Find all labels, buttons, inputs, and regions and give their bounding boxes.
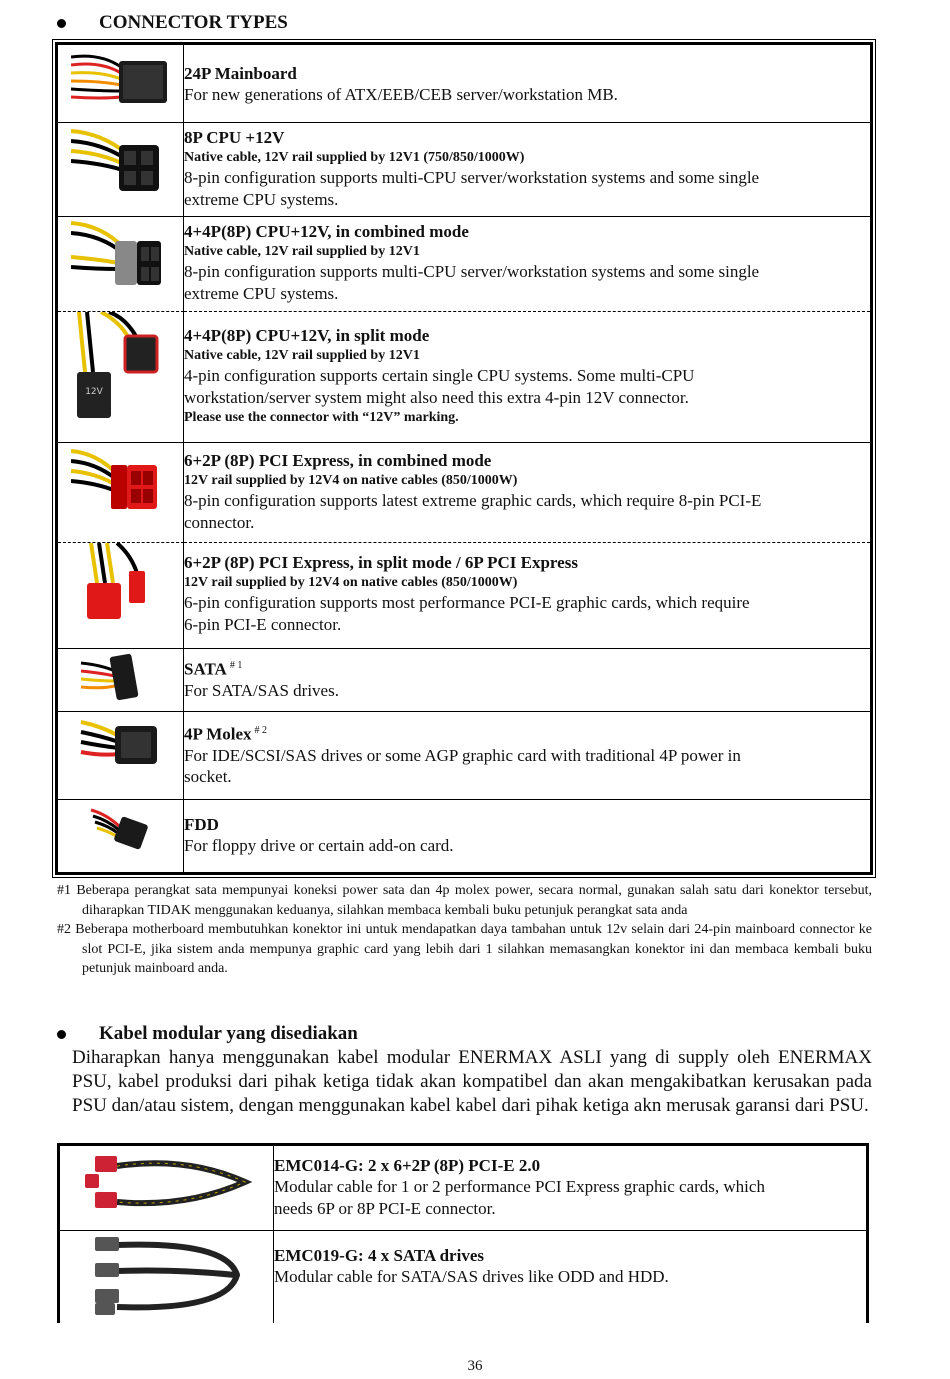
connector-description [184,649,870,712]
cable-image-cell [60,1146,274,1231]
table-row [58,800,870,872]
bullet-icon [57,19,66,28]
pcie-combined-connector-image [71,443,171,521]
connector-types-table [55,42,873,875]
emc019-cable-image [77,1231,257,1317]
connector-line: For SATA/SAS drives. [184,680,339,700]
connector-description [184,800,870,872]
connector-description [184,543,870,649]
4-4p-combined-connector-image [71,217,171,301]
sata-connector-image [71,649,171,703]
cable-line: needs 6P or 8P PCI-E connector. [274,1198,496,1218]
connector-title: SATA [184,659,227,679]
connector-subtitle: Native cable, 12V rail supplied by 12V1 (750/850/1000W) [184,150,525,165]
connector-title: 4P Molex [184,724,252,744]
connector-subtitle: Native cable, 12V rail supplied by 12V1 [184,244,420,259]
connector-line: 6-pin configuration supports most performance PCI-E graphic cards, which require [184,593,750,612]
connector-subtitle: 12V rail supplied by 12V4 on native cables (850/1000W) [184,473,518,488]
connector-line: extreme CPU systems. [184,189,339,209]
connector-description [184,123,870,217]
connector-line: extreme CPU systems. [184,283,339,303]
footnotes [57,881,872,979]
connector-subtitle: 12V rail supplied by 12V4 on native cables (850/1000W) [184,575,518,590]
table-row [58,543,870,649]
footnote-2: #2 Beberapa motherboard membutuhkan konektor ini untuk mendapatkan daya tambahan untuk 12v selain dari 24-pin mainboard connector ke slot PCI-E, jika sistem anda mempunya graphic card yang lebih dari 1 silahkan memasangkan konektor ini dan membaca kembali buku petunjuk mainboard anda. [57,922,872,976]
emc014-cable-image [77,1146,257,1218]
section-title: CONNECTOR TYPES [99,12,288,33]
24p-connector-image [71,45,171,115]
section-paragraph: Diharapkan hanya menggunakan kabel modular ENERMAX ASLI yang di supply oleh ENERMAX PSU, kabel produksi dari pihak ketiga tidak akan kompatibel dan akan mengakibatkan kerusakan pada PSU dan/atau sistem, dengan menggunakan kabel kabel dari pihak ketiga akn merusak garansi dari PSU. [72,1047,872,1116]
connector-title: 8P CPU +12V [184,128,285,147]
connector-line: 8-pin configuration supports multi-CPU server/workstation systems and some single [184,168,760,187]
table-row [60,1146,866,1231]
connector-line: For floppy drive or certain add-on card. [184,836,454,855]
cable-description [274,1146,866,1231]
connector-line: connector. [184,512,255,532]
section-heading-modular-cables [57,1023,358,1045]
footnote-marker: # 1 [229,660,243,671]
connector-title: 4+4P(8P) CPU+12V, in combined mode [184,222,469,241]
connector-line: For IDE/SCSI/SAS drives or some AGP graphic card with traditional 4P power in [184,745,741,765]
connector-title: FDD [184,815,219,834]
section-title: Kabel modular yang disediakan [99,1023,358,1044]
table-row [58,312,870,443]
connector-line: 8-pin configuration supports latest extreme graphic cards, which require 8-pin PCI-E [184,491,762,510]
table-row [58,712,870,800]
bullet-icon [57,1030,66,1039]
connector-line: For new generations of ATX/EEB/CEB server/workstation MB. [184,85,618,104]
table-row [58,45,870,123]
connector-image-cell [58,443,184,543]
connector-description [184,217,870,312]
connector-title-row [184,720,870,745]
connector-line: workstation/server system might also need this extra 4-pin 12V connector. [184,387,689,407]
connector-line: 6-pin PCI-E connector. [184,614,342,634]
table-row [58,649,870,712]
connector-image-cell [58,217,184,312]
connector-subtitle: Native cable, 12V rail supplied by 12V1 [184,348,420,363]
connector-image-cell [58,312,184,443]
section-heading-connector-types [57,12,288,34]
connector-title: 4+4P(8P) CPU+12V, in split mode [184,326,430,345]
footnote-1: #1 Beberapa perangkat sata mempunyai koneksi power sata dan 4p molex power, secara normal, gunakan salah satu dari konektor tersebut, diharapkan TIDAK menggunakan keduanya, silahkan membaca kembali buku petunjuk perangkat sata anda [57,883,872,918]
connector-image-cell [58,649,184,712]
connector-image-cell [58,45,184,123]
connector-line: 8-pin configuration supports multi-CPU server/workstation systems and some single [184,262,760,281]
connector-line: socket. [184,767,232,787]
connector-line: 4-pin configuration supports certain single CPU systems. Some multi-CPU [184,366,695,385]
page-number: 36 [467,1358,483,1374]
modular-cables-table [57,1143,869,1323]
connector-title-row [184,655,870,680]
footnote-marker: # 2 [254,725,268,736]
connector-image-cell [58,800,184,872]
connector-title: 24P Mainboard [184,64,297,83]
connector-image-cell [58,123,184,217]
cable-line: Modular cable for SATA/SAS drives like ODD and HDD. [274,1267,669,1286]
table-row [58,123,870,217]
table-row [58,217,870,312]
connector-note: Please use the connector with “12V” marking. [184,410,459,425]
fdd-connector-image [71,800,171,862]
connector-description [184,443,870,543]
table-row [58,443,870,543]
connector-description [184,712,870,800]
connector-description [184,45,870,123]
cable-line: Modular cable for 1 or 2 performance PCI Express graphic cards, which [274,1177,765,1196]
connector-description [184,312,870,443]
connector-title: 6+2P (8P) PCI Express, in combined mode [184,451,492,470]
pcie-split-connector-image [71,543,171,627]
svg-text:12V: 12V [84,387,103,397]
connector-image-cell [58,543,184,649]
cable-image-cell [60,1231,274,1323]
molex-connector-image [71,712,171,782]
8p-cpu-connector-image [71,123,171,203]
4-4p-split-connector-image [71,312,171,427]
cable-title: EMC019-G: 4 x SATA drives [274,1246,484,1265]
connector-image-cell [58,712,184,800]
connector-title: 6+2P (8P) PCI Express, in split mode / 6P PCI Express [184,553,578,572]
table-row [60,1231,866,1323]
cable-title: EMC014-G: 2 x 6+2P (8P) PCI-E 2.0 [274,1156,541,1175]
cable-description [274,1231,866,1323]
